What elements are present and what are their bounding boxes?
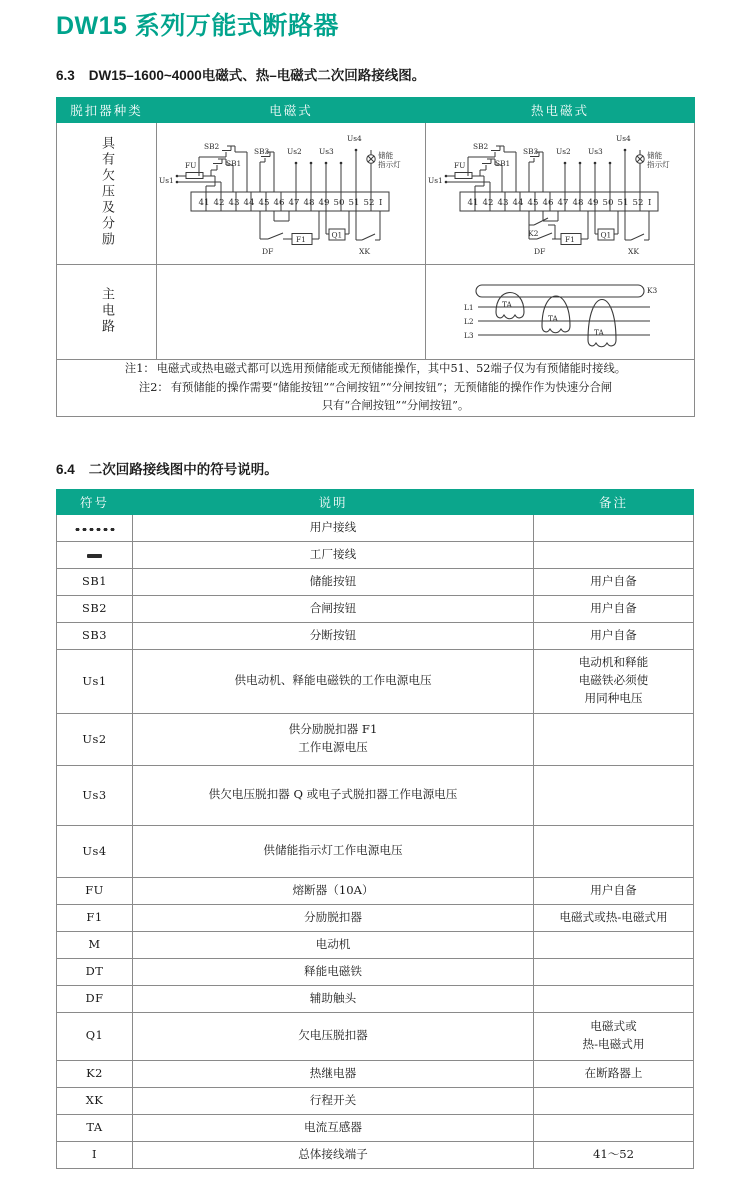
svg-text:Us3: Us3 bbox=[588, 146, 603, 156]
sb3-pushbutton bbox=[523, 147, 543, 192]
xk-branch bbox=[356, 211, 380, 256]
description-line: 分断按钮 bbox=[309, 627, 357, 642]
solid-line-icon bbox=[87, 554, 102, 558]
table-row-undervoltage-shunt bbox=[57, 123, 695, 265]
q1-branch bbox=[326, 211, 349, 240]
section-64-heading bbox=[56, 458, 278, 478]
remark-line: 用户自备 bbox=[590, 600, 637, 615]
us4-supply-and-lamp bbox=[347, 134, 401, 192]
table-row bbox=[57, 649, 694, 713]
symbol-remark bbox=[534, 1087, 694, 1114]
xk-branch bbox=[625, 211, 649, 256]
symbol-description bbox=[133, 825, 534, 877]
terminal-strip bbox=[191, 192, 389, 211]
symbol-description bbox=[133, 931, 534, 958]
us4-supply-and-lamp bbox=[616, 134, 670, 192]
symbol-description bbox=[133, 985, 534, 1012]
svg-text:SB1: SB1 bbox=[495, 158, 511, 168]
main-circuit-svg bbox=[428, 266, 692, 358]
notes-cell bbox=[57, 360, 695, 417]
description-line: 辅助触头 bbox=[309, 990, 357, 1005]
remark-line: 电磁式或热-电磁式用 bbox=[559, 909, 668, 924]
sb1-pushbutton bbox=[211, 159, 241, 192]
table-header-row bbox=[57, 98, 695, 123]
table-row bbox=[57, 1012, 694, 1060]
section-63-number: 6.3 bbox=[56, 68, 75, 83]
main-circuit-empty-cell bbox=[157, 265, 426, 360]
main-circuit-diagram bbox=[426, 265, 695, 360]
description-line: 供欠电压脱扣器 Q 或电子式脱扣器工作电源电压 bbox=[208, 787, 458, 802]
symbol-remark bbox=[534, 904, 694, 931]
symbol-code: M bbox=[57, 931, 133, 958]
thermal-circuit-svg bbox=[428, 126, 692, 262]
header-electromagnetic: 电磁式 bbox=[157, 98, 426, 123]
symbol-remark bbox=[534, 877, 694, 904]
symbol-remark bbox=[534, 1012, 694, 1060]
row-label-main-circuit bbox=[57, 265, 157, 360]
svg-text:46: 46 bbox=[273, 197, 285, 208]
svg-text:指示灯: 指示灯 bbox=[378, 159, 401, 169]
us2-supply bbox=[287, 147, 312, 192]
remark-line: 用同种电压 bbox=[584, 691, 643, 706]
note-line-2 bbox=[57, 379, 694, 398]
svg-text:47: 47 bbox=[288, 197, 300, 208]
svg-text:44: 44 bbox=[512, 197, 524, 208]
svg-text:48: 48 bbox=[572, 197, 584, 208]
symbol-remark bbox=[534, 622, 694, 649]
svg-text:TA: TA bbox=[594, 328, 604, 337]
svg-text:50: 50 bbox=[333, 197, 345, 208]
symbol-description bbox=[133, 649, 534, 713]
symbol-code: Us1 bbox=[57, 649, 133, 713]
section-63-heading bbox=[56, 64, 425, 84]
svg-text:F1: F1 bbox=[565, 234, 575, 244]
note-1-text: 电磁式或热电磁式都可以选用预储能或无预储能操作，其中51、52端子仅为有预储能时接线。 bbox=[156, 362, 627, 375]
remark-line: 41～52 bbox=[592, 1146, 635, 1161]
table-row bbox=[57, 765, 694, 825]
table-row-notes bbox=[57, 360, 695, 417]
symbol-remark bbox=[534, 713, 694, 765]
svg-text:K2: K2 bbox=[528, 228, 539, 238]
current-transformer-2 bbox=[542, 296, 570, 333]
table-row-main-circuit bbox=[57, 265, 695, 360]
svg-text:Q1: Q1 bbox=[600, 230, 612, 239]
symbol-remark bbox=[534, 1114, 694, 1141]
table-row bbox=[57, 1114, 694, 1141]
svg-text:储能: 储能 bbox=[647, 150, 663, 160]
svg-text:K3: K3 bbox=[647, 286, 658, 295]
table-row bbox=[57, 515, 694, 542]
svg-text:SB1: SB1 bbox=[226, 158, 242, 168]
svg-text:43: 43 bbox=[228, 197, 240, 208]
svg-text:Q1: Q1 bbox=[331, 230, 343, 239]
symbol-code: Us4 bbox=[57, 825, 133, 877]
table-row bbox=[57, 985, 694, 1012]
svg-text:L3: L3 bbox=[464, 331, 474, 340]
table-row bbox=[57, 622, 694, 649]
table-row bbox=[57, 1060, 694, 1087]
svg-text:49: 49 bbox=[318, 197, 330, 208]
symbol-legend-table bbox=[56, 489, 694, 1169]
description-line: 欠电压脱扣器 bbox=[298, 1028, 368, 1043]
svg-text:Us2: Us2 bbox=[287, 146, 302, 156]
symbol-solid-line-icon bbox=[57, 541, 133, 568]
symbol-description bbox=[133, 595, 534, 622]
svg-text:SB2: SB2 bbox=[204, 141, 220, 151]
table-row bbox=[57, 1141, 694, 1168]
svg-text:F1: F1 bbox=[296, 234, 306, 244]
terminal-strip bbox=[460, 192, 658, 211]
svg-text:42: 42 bbox=[213, 197, 225, 208]
description-line: 热继电器 bbox=[309, 1065, 357, 1080]
svg-text:XK: XK bbox=[359, 246, 371, 256]
svg-text:SB3: SB3 bbox=[523, 146, 539, 156]
symbol-table-header-row bbox=[57, 490, 694, 515]
symbol-remark bbox=[534, 515, 694, 542]
svg-text:Us4: Us4 bbox=[347, 133, 362, 143]
df-f1-branch bbox=[260, 211, 319, 256]
svg-text:Us1: Us1 bbox=[428, 175, 443, 185]
header-thermal-electromagnetic: 热电磁式 bbox=[426, 98, 695, 123]
svg-text:I: I bbox=[648, 197, 652, 208]
svg-text:L1: L1 bbox=[464, 303, 474, 312]
description-line: 用户接线 bbox=[309, 520, 357, 534]
q1-branch bbox=[595, 211, 618, 240]
svg-text:45: 45 bbox=[258, 197, 270, 208]
svg-text:49: 49 bbox=[587, 197, 599, 208]
symbol-code: Us3 bbox=[57, 765, 133, 825]
note-line-3 bbox=[57, 397, 694, 416]
svg-text:Us3: Us3 bbox=[319, 146, 334, 156]
symbol-description bbox=[133, 1012, 534, 1060]
description-line: 供分励脱扣器 F1 bbox=[288, 722, 378, 737]
svg-text:43: 43 bbox=[497, 197, 509, 208]
symbol-description bbox=[133, 765, 534, 825]
svg-text:FU: FU bbox=[185, 160, 197, 170]
sb3-pushbutton bbox=[254, 147, 274, 192]
energy-storage-lamp-icon bbox=[636, 154, 644, 162]
table-row bbox=[57, 877, 694, 904]
symbol-remark bbox=[534, 1141, 694, 1168]
remark-line: 电动机和释能 bbox=[578, 655, 649, 670]
symbol-code: TA bbox=[57, 1114, 133, 1141]
symbol-remark bbox=[534, 1060, 694, 1087]
symbol-remark bbox=[534, 765, 694, 825]
diagram-electromagnetic bbox=[157, 123, 426, 265]
note-2-tag: 注2： bbox=[138, 380, 169, 394]
header-symbol: 符号 bbox=[57, 490, 133, 515]
description-line: 合闸按钮 bbox=[309, 600, 357, 615]
svg-text:52: 52 bbox=[363, 197, 375, 208]
section-63-title: DW15–1600~4000电磁式、热–电磁式二次回路接线图。 bbox=[88, 68, 426, 83]
svg-text:46: 46 bbox=[542, 197, 554, 208]
description-line: 总体接线端子 bbox=[298, 1146, 368, 1161]
symbol-code: SB1 bbox=[57, 568, 133, 595]
symbol-remark bbox=[534, 985, 694, 1012]
svg-text:50: 50 bbox=[602, 197, 614, 208]
description-line: 电流互感器 bbox=[304, 1119, 362, 1134]
table-row bbox=[57, 541, 694, 568]
symbol-remark bbox=[534, 595, 694, 622]
svg-text:Us2: Us2 bbox=[556, 146, 571, 156]
us3-supply bbox=[588, 147, 611, 192]
description-line: 分励脱扣器 bbox=[304, 909, 362, 924]
symbol-table-body bbox=[57, 515, 694, 1169]
remark-line: 在断路器上 bbox=[584, 1065, 643, 1080]
remark-line: 电磁式或 bbox=[590, 1019, 637, 1034]
sb1-pushbutton bbox=[480, 159, 510, 192]
svg-text:Us4: Us4 bbox=[616, 133, 631, 143]
dotted-line-icon bbox=[74, 528, 116, 531]
header-remark: 备注 bbox=[534, 490, 694, 515]
svg-text:L2: L2 bbox=[464, 317, 474, 326]
symbol-remark bbox=[534, 958, 694, 985]
symbol-code: Q1 bbox=[57, 1012, 133, 1060]
symbol-description bbox=[133, 1114, 534, 1141]
svg-text:51: 51 bbox=[348, 197, 360, 208]
table-row bbox=[57, 1087, 694, 1114]
header-trip-type: 脱扣器种类 bbox=[57, 98, 157, 123]
description-line: 储能按钮 bbox=[309, 573, 357, 588]
description-line: 释能电磁铁 bbox=[304, 963, 362, 978]
description-line: 供储能指示灯工作电源电压 bbox=[263, 843, 403, 858]
description-line: 工作电源电压 bbox=[298, 740, 368, 755]
symbol-code: DF bbox=[57, 985, 133, 1012]
us3-supply bbox=[319, 147, 342, 192]
page-title: DW15 系列万能式断路器 bbox=[56, 12, 339, 40]
svg-text:储能: 储能 bbox=[378, 150, 394, 160]
table-row bbox=[57, 931, 694, 958]
remark-line: 电磁铁必须使 bbox=[578, 673, 649, 688]
svg-text:XK: XK bbox=[628, 246, 640, 256]
us1-supply-branch bbox=[428, 161, 490, 192]
svg-text:指示灯: 指示灯 bbox=[647, 159, 670, 169]
table-row bbox=[57, 825, 694, 877]
symbol-remark bbox=[534, 649, 694, 713]
symbol-description bbox=[133, 1060, 534, 1087]
svg-text:SB3: SB3 bbox=[254, 146, 270, 156]
svg-text:SB2: SB2 bbox=[473, 141, 489, 151]
symbol-description bbox=[133, 541, 534, 568]
description-line: 供电动机、释能电磁铁的工作电源电压 bbox=[234, 673, 432, 688]
wiring-diagram-table bbox=[56, 97, 695, 417]
vertical-label-text: 具有欠压及分励 bbox=[99, 136, 114, 248]
svg-text:42: 42 bbox=[482, 197, 494, 208]
remark-line: 热-电磁式用 bbox=[582, 1037, 645, 1052]
section-64-number: 6.4 bbox=[56, 462, 75, 477]
symbol-code: K2 bbox=[57, 1060, 133, 1087]
note-1-tag: 注1： bbox=[124, 362, 155, 375]
k2-thermal-relay-branch bbox=[528, 211, 555, 239]
table-row bbox=[57, 958, 694, 985]
svg-text:48: 48 bbox=[303, 197, 315, 208]
svg-text:DF: DF bbox=[262, 246, 274, 256]
remark-line: 用户自备 bbox=[590, 882, 637, 897]
symbol-code: Us2 bbox=[57, 713, 133, 765]
current-transformer-1 bbox=[496, 293, 524, 319]
remark-line: 用户自备 bbox=[590, 573, 637, 588]
symbol-code: SB2 bbox=[57, 595, 133, 622]
vertical-label-text-main: 主电路 bbox=[99, 286, 114, 335]
svg-text:DF: DF bbox=[534, 246, 546, 256]
svg-text:TA: TA bbox=[548, 314, 558, 323]
symbol-description bbox=[133, 958, 534, 985]
description-line: 行程开关 bbox=[309, 1092, 357, 1107]
header-description: 说明 bbox=[133, 490, 534, 515]
symbol-code: DT bbox=[57, 958, 133, 985]
svg-text:44: 44 bbox=[243, 197, 255, 208]
note-2-text: 有预储能的操作需要“储能按钮”“合闸按钮”“分闸按钮”；无预储能的操作作为快速分合闸 bbox=[170, 380, 613, 394]
svg-text:45: 45 bbox=[527, 197, 539, 208]
us1-supply-branch bbox=[159, 161, 221, 192]
table-row bbox=[57, 904, 694, 931]
electromagnetic-circuit-svg bbox=[159, 126, 423, 262]
symbol-remark bbox=[534, 568, 694, 595]
symbol-description bbox=[133, 877, 534, 904]
description-line: 电动机 bbox=[315, 936, 351, 951]
symbol-description bbox=[133, 904, 534, 931]
svg-text:TA: TA bbox=[502, 300, 512, 309]
symbol-remark bbox=[534, 931, 694, 958]
row-label-undervoltage-shunt bbox=[57, 123, 157, 265]
symbol-code: FU bbox=[57, 877, 133, 904]
svg-text:52: 52 bbox=[632, 197, 644, 208]
svg-text:41: 41 bbox=[198, 197, 210, 208]
symbol-description bbox=[133, 515, 534, 542]
symbol-code: XK bbox=[57, 1087, 133, 1114]
energy-storage-lamp-icon bbox=[367, 154, 375, 162]
symbol-description bbox=[133, 1087, 534, 1114]
symbol-remark bbox=[534, 541, 694, 568]
symbol-description bbox=[133, 713, 534, 765]
svg-text:Us1: Us1 bbox=[159, 175, 174, 185]
svg-text:51: 51 bbox=[617, 197, 629, 208]
note-3-text: 只有“合闸按钮”“分闸按钮”。 bbox=[321, 399, 470, 413]
svg-text:41: 41 bbox=[467, 197, 479, 208]
diagram-thermal-electromagnetic bbox=[426, 123, 695, 265]
section-64-title: 二次回路接线图中的符号说明。 bbox=[88, 462, 278, 477]
svg-text:47: 47 bbox=[557, 197, 569, 208]
description-line: 工厂接线 bbox=[309, 546, 357, 561]
svg-text:I: I bbox=[379, 197, 383, 208]
symbol-code: I bbox=[57, 1141, 133, 1168]
symbol-remark bbox=[534, 825, 694, 877]
symbol-dotted-line-icon bbox=[57, 515, 133, 542]
us2-supply bbox=[556, 147, 581, 192]
table-row bbox=[57, 595, 694, 622]
svg-text:FU: FU bbox=[454, 160, 466, 170]
symbol-description bbox=[133, 622, 534, 649]
table-row bbox=[57, 713, 694, 765]
symbol-code: F1 bbox=[57, 904, 133, 931]
symbol-code: SB3 bbox=[57, 622, 133, 649]
description-line: 熔断器（10A） bbox=[292, 882, 374, 897]
remark-line: 用户自备 bbox=[590, 627, 637, 642]
note-line-1 bbox=[57, 360, 694, 379]
symbol-description bbox=[133, 568, 534, 595]
symbol-description bbox=[133, 1141, 534, 1168]
table-row bbox=[57, 568, 694, 595]
